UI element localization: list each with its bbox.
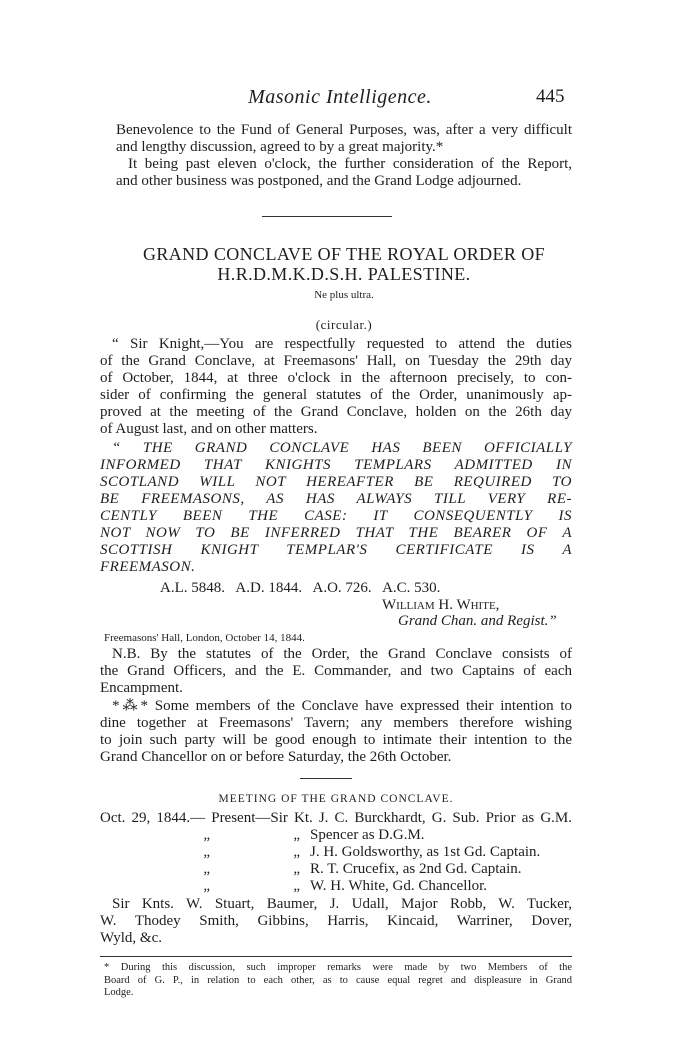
ditto-mark: „ — [203, 844, 210, 860]
text-line: sider of confirming the general statutes of the Order, unanimously ap- — [100, 387, 572, 403]
text-line: and lengthy discussion, agreed to by a great majority.* — [116, 139, 444, 155]
text-line: of the Grand Conclave, at Freemasons' Hall, on Tuesday the 29th day — [100, 353, 572, 369]
text-line: Oct. 29, 1844.— Present—Sir Kt. J. C. Burckhardt, G. Sub. Prior as G.M. — [100, 810, 572, 826]
text-line: W. Thodey Smith, Gibbins, Harris, Kincaid, Warriner, Dover, — [100, 913, 572, 929]
heading-line: H.R.D.M.K.D.S.H. PALESTINE. — [217, 264, 471, 284]
attendee-name: W. H. White, Gd. Chancellor. — [310, 878, 488, 894]
notice-line: INFORMED THAT KNIGHTS TEMPLARS ADMITTED IN — [100, 457, 572, 473]
text-line: Benevolence to the Fund of General Purposes, was, after a very difficult — [116, 122, 572, 138]
text-line: *⁂* Some members of the Conclave have expressed their intention to — [112, 698, 572, 714]
notice-line: “ THE GRAND CONCLAVE HAS BEEN OFFICIALLY — [112, 440, 572, 456]
attendee-name: J. H. Goldsworthy, as 1st Gd. Captain. — [310, 844, 541, 860]
attendee-row — [100, 844, 572, 861]
text-line: It being past eleven o'clock, the further consideration of the Report, — [128, 156, 572, 172]
notice-line: SCOTLAND WILL NOT HEREAFTER BE REQUIRED TO — [100, 474, 572, 490]
footnote — [104, 962, 572, 1000]
official-notice — [100, 440, 572, 576]
ditto-mark: „ — [293, 844, 300, 860]
ditto-mark: „ — [293, 861, 300, 877]
place-date: Freemasons' Hall, London, October 14, 1844. — [104, 632, 305, 644]
attendee-name: R. T. Crucefix, as 2nd Gd. Captain. — [310, 861, 522, 877]
attendee-list — [100, 827, 572, 895]
text-line: “ Sir Knight,—You are respectfully requested to attend the duties — [112, 336, 572, 352]
text-line: Wyld, &c. — [100, 930, 162, 946]
text-line: proved at the meeting of the Grand Conclave, holden on the 26th day — [100, 404, 572, 420]
footnote-line: Lodge. — [104, 987, 134, 998]
meeting-first-line — [100, 810, 572, 827]
era-dates: A.L. 5848. A.D. 1844. A.O. 726. A.C. 530. — [160, 580, 441, 596]
footnote-rule — [100, 956, 572, 957]
signature-name-text: William H. White, — [382, 597, 500, 613]
conclave-heading — [116, 244, 572, 284]
text-line: N.B. By the statutes of the Order, the Grand Conclave consists of — [112, 646, 572, 662]
notice-line: NOT NOW TO BE INFERRED THAT THE BEARER OF A — [100, 525, 572, 541]
text-line: Grand Chancellor on or before Saturday, the 26th October. — [100, 749, 452, 765]
knights-paragraph — [100, 896, 572, 947]
ditto-mark: „ — [293, 878, 300, 894]
text-line: Sir Knts. W. Stuart, Baumer, J. Udall, Major Robb, W. Tucker, — [112, 896, 572, 912]
section-divider — [262, 216, 392, 217]
notice-line: SCOTTISH KNIGHT TEMPLAR'S CERTIFICATE IS A — [100, 542, 572, 558]
meeting-heading: MEETING OF THE GRAND CONCLAVE. — [218, 793, 454, 805]
members-paragraph — [100, 698, 572, 766]
notice-line: FREEMASON. — [100, 559, 196, 575]
attendee-row — [100, 827, 572, 844]
nb-paragraph — [100, 646, 572, 697]
attendee-row — [100, 861, 572, 878]
circular-letter — [100, 336, 572, 438]
text-line: to join such party will be good enough to intimate their intention to the — [100, 732, 572, 748]
running-title: Masonic Intelligence. — [248, 86, 432, 108]
motto: Ne plus ultra. — [314, 289, 374, 301]
circular-label: (circular.) — [315, 317, 373, 332]
opening-paragraph — [116, 122, 572, 190]
ditto-mark: „ — [203, 861, 210, 877]
ditto-mark: „ — [293, 827, 300, 843]
text-line: dine together at Freemasons' Tavern; any members therefore wishing — [100, 715, 572, 731]
attendee-row — [100, 878, 572, 895]
ditto-mark: „ — [203, 827, 210, 843]
text-line: and other business was postponed, and the Grand Lodge adjourned. — [116, 173, 522, 189]
text-line: of August last, and on other matters. — [100, 421, 318, 437]
page-number: 445 — [536, 86, 565, 107]
signature-name — [382, 597, 572, 614]
signature-title: Grand Chan. and Regist.” — [398, 613, 557, 629]
notice-line: CENTLY BEEN THE CASE: IT CONSEQUENTLY IS — [100, 508, 572, 524]
text-line: Encampment. — [100, 680, 183, 696]
footnote-line: * During this discussion, such improper remarks were made by two Members of the — [104, 962, 572, 973]
heading-line: GRAND CONCLAVE OF THE ROYAL ORDER OF — [142, 244, 546, 264]
notice-line: BE FREEMASONS, AS HAS ALWAYS TILL VERY RE- — [100, 491, 572, 507]
ditto-mark: „ — [203, 878, 210, 894]
attendee-name: Spencer as D.G.M. — [310, 827, 425, 843]
text-line: of October, 1844, at three o'clock in the afternoon precisely, to con- — [100, 370, 572, 386]
text-line: the Grand Officers, and the E. Commander, and two Captains of each — [100, 663, 572, 679]
footnote-line: Board of G. P., in relation to each other, as to cause equal regret and displeasure in Grand — [104, 974, 572, 986]
short-divider — [300, 778, 352, 779]
